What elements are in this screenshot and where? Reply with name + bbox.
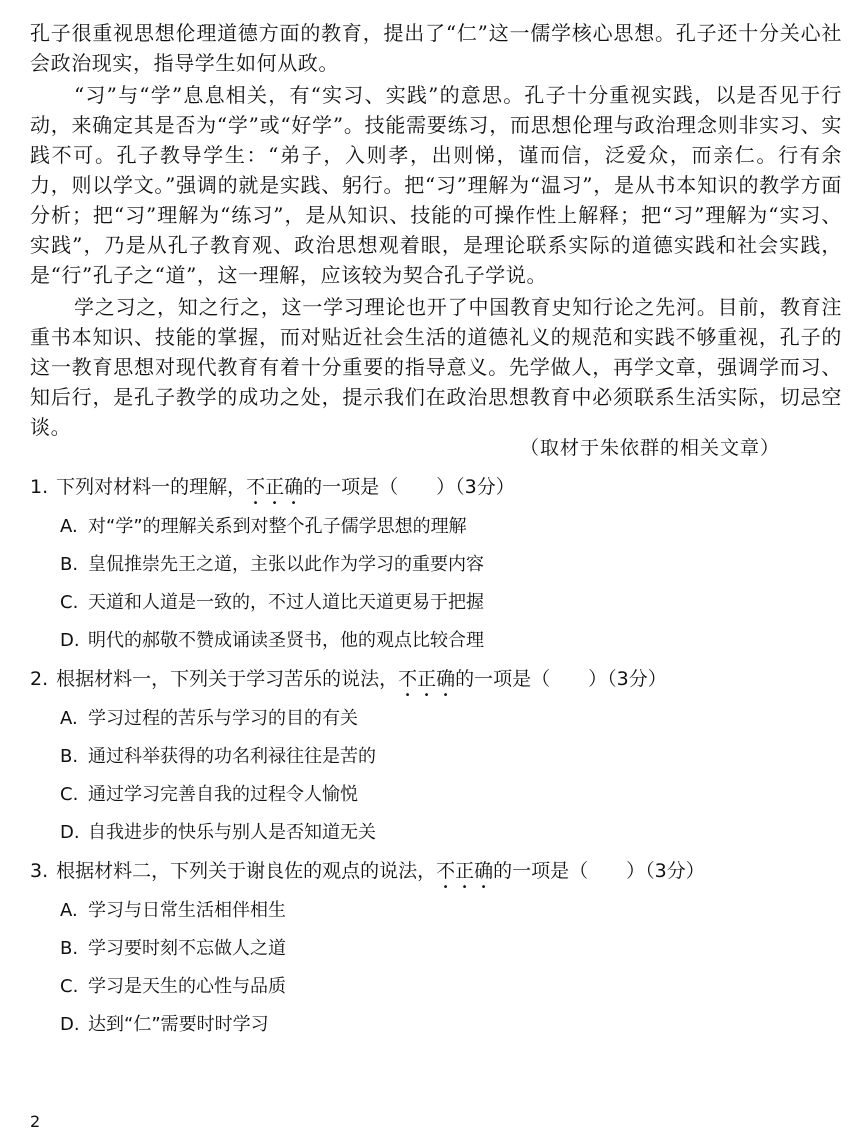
stem-text: 根据材料二，下列关于谢良佐的观点的说法， xyxy=(56,860,437,882)
passage-paragraph: 学之习之，知之行之，这一学习理论也开了中国教育史知行论之先河。目前，教育注重书本知识、技能的掌握，而对贴近社会生活的道德礼义的规范和实践不够重视，孔子的这一教育思想对现代教育有着十分重要的指导意义。先学做人，再学文章，强调学而习、知后行，是孔子教学的成功之处，提示我们在政治思想教育中必须联系生活实际，切忌空谈。 xyxy=(30,295,842,439)
option-text: 天道和人道是一致的，不过人道比天道更易于把握 xyxy=(88,592,484,613)
question-2 xyxy=(30,666,842,846)
option-a[interactable] xyxy=(60,514,842,540)
stem-text: 的一项是（ ）（3分） xyxy=(303,476,515,498)
option-text: 自我进步的快乐与别人是否知道无关 xyxy=(88,822,376,843)
option-letter: A. xyxy=(60,900,78,921)
option-text: 通过学习完善自我的过程令人愉悦 xyxy=(88,784,358,805)
option-c[interactable] xyxy=(60,590,842,616)
option-text: 皇侃推崇先王之道，主张以此作为学习的重要内容 xyxy=(88,554,484,575)
option-text: 学习要时刻不忘做人之道 xyxy=(88,938,286,959)
stem-text: 的一项是（ ）（3分） xyxy=(455,668,667,690)
question-3 xyxy=(30,858,842,1038)
option-letter: A. xyxy=(60,708,78,729)
stem-text: 下列对材料一的理解， xyxy=(56,476,247,498)
passage-paragraph: 孔子很重视思想伦理道德方面的教育，提出了“仁”这一儒学核心思想。孔子还十分关心社会政治现实，指导学生如何从政。 xyxy=(30,21,842,75)
option-text: 学习过程的苦乐与学习的目的有关 xyxy=(88,708,358,729)
question-number: 1. xyxy=(30,476,49,498)
passage-paragraph: “习”与“学”息息相关，有“实习、实践”的意思。孔子十分重视实践，以是否见于行动，来确定其是否为“学”或“好学”。技能需要练习，而思想伦理与政治理念则非实习、实践不可。孔子教导学生：“弟子，入则孝，出则悌，谨而信，泛爱众，而亲仁。行有余力，则以学文。”强调的就是实践、躬行。把“习”理解为“温习”，是从书本知识的教学方面分析；把“习”理解为“练习”，是从知识、技能的可操作性上解释；把“习”理解为“实习、实践”，乃是从孔子教育观、政治思想观着眼，是理论联系实际的道德实践和社会实践，是“行”孔子之“道”，这一理解，应该较为契合孔子学说。 xyxy=(30,83,842,287)
question-1 xyxy=(30,474,842,654)
option-d[interactable] xyxy=(60,820,842,846)
question-list xyxy=(30,474,842,1050)
option-letter: D. xyxy=(60,822,80,843)
option-list xyxy=(30,898,842,1038)
stem-emphasis: 不正确 xyxy=(436,860,494,882)
option-a[interactable] xyxy=(60,898,842,924)
option-c[interactable] xyxy=(60,782,842,808)
option-text: 达到“仁”需要时时学习 xyxy=(88,1014,269,1035)
option-letter: C. xyxy=(60,784,79,805)
option-text: 学习与日常生活相伴相生 xyxy=(88,900,286,921)
option-letter: C. xyxy=(60,976,79,997)
option-b[interactable] xyxy=(60,552,842,578)
option-letter: D. xyxy=(60,630,80,651)
stem-text: 的一项是（ ）（3分） xyxy=(493,860,705,882)
option-letter: B. xyxy=(60,554,79,575)
option-text: 通过科举获得的功名利禄往往是苦的 xyxy=(88,746,376,767)
page-number: 2 xyxy=(30,1112,41,1131)
question-stem xyxy=(30,666,842,692)
option-letter: D. xyxy=(60,1014,80,1035)
option-c[interactable] xyxy=(60,974,842,1000)
stem-emphasis: 不正确 xyxy=(398,668,456,690)
passage-source: （取材于朱依群的相关文章） xyxy=(520,437,781,459)
option-b[interactable] xyxy=(60,744,842,770)
option-b[interactable] xyxy=(60,936,842,962)
option-text: 明代的郝敬不赞成诵读圣贤书，他的观点比较合理 xyxy=(88,630,484,651)
option-a[interactable] xyxy=(60,706,842,732)
option-letter: C. xyxy=(60,592,79,613)
question-stem xyxy=(30,474,842,500)
question-stem xyxy=(30,858,842,884)
stem-emphasis: 不正确 xyxy=(246,476,304,498)
option-letter: A. xyxy=(60,516,78,537)
option-d[interactable] xyxy=(60,1012,842,1038)
question-number: 3. xyxy=(30,860,49,882)
option-text: 学习是天生的心性与品质 xyxy=(88,976,286,997)
stem-text: 根据材料一，下列关于学习苦乐的说法， xyxy=(56,668,399,690)
option-list xyxy=(30,706,842,846)
question-number: 2. xyxy=(30,668,49,690)
option-d[interactable] xyxy=(60,628,842,654)
option-letter: B. xyxy=(60,746,79,767)
option-letter: B. xyxy=(60,938,79,959)
option-text: 对“学”的理解关系到对整个孔子儒学思想的理解 xyxy=(88,516,467,537)
option-list xyxy=(30,514,842,654)
reading-passage xyxy=(30,18,842,442)
